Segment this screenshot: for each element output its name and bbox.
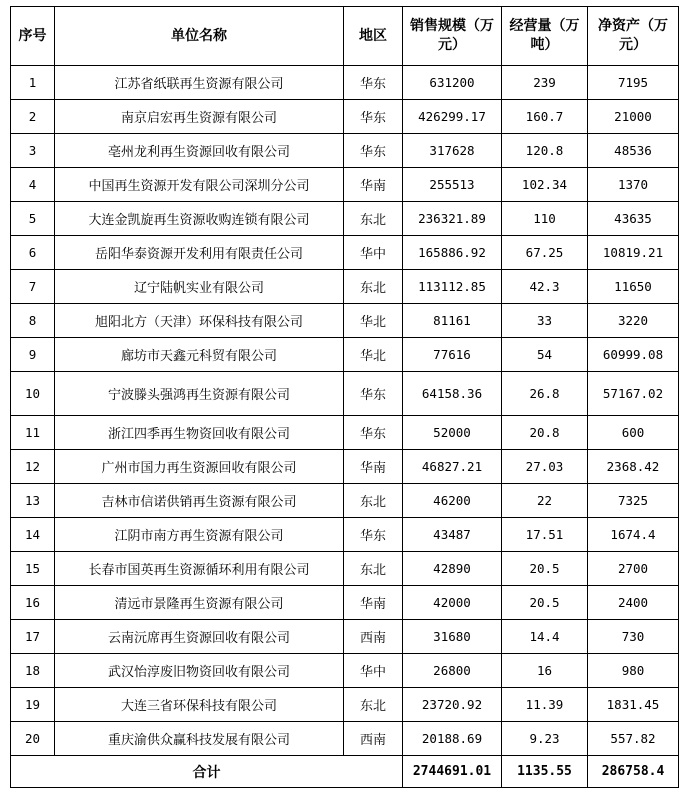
- row-region: 华东: [344, 66, 403, 100]
- row-region: 西南: [344, 620, 403, 654]
- row-assets: 7195: [588, 66, 679, 100]
- row-sales: 52000: [403, 416, 502, 450]
- row-sales: 113112.85: [403, 270, 502, 304]
- row-assets: 557.82: [588, 722, 679, 756]
- row-assets: 48536: [588, 134, 679, 168]
- row-company-name: 大连金凯旋再生资源收购连锁有限公司: [55, 202, 344, 236]
- row-region: 华南: [344, 450, 403, 484]
- row-company-name: 江阴市南方再生资源有限公司: [55, 518, 344, 552]
- header-assets: 净资产（万元）: [588, 7, 679, 66]
- row-seq: 14: [11, 518, 55, 552]
- row-volume: 160.7: [502, 100, 588, 134]
- table-row: [11, 586, 679, 620]
- table-row: [11, 552, 679, 586]
- header-seq: 序号: [11, 7, 55, 66]
- total-volume: 1135.55: [502, 756, 588, 788]
- row-assets: 600: [588, 416, 679, 450]
- row-volume: 11.39: [502, 688, 588, 722]
- row-company-name: 宁波滕头强鸿再生资源有限公司: [55, 372, 344, 416]
- row-company-name: 大连三省环保科技有限公司: [55, 688, 344, 722]
- header-volume: 经营量（万吨）: [502, 7, 588, 66]
- row-seq: 1: [11, 66, 55, 100]
- row-seq: 10: [11, 372, 55, 416]
- row-sales: 23720.92: [403, 688, 502, 722]
- row-region: 西南: [344, 722, 403, 756]
- header-name: 单位名称: [55, 7, 344, 66]
- row-seq: 2: [11, 100, 55, 134]
- table-row: [11, 722, 679, 756]
- row-sales: 42890: [403, 552, 502, 586]
- row-seq: 4: [11, 168, 55, 202]
- row-seq: 18: [11, 654, 55, 688]
- row-volume: 20.5: [502, 552, 588, 586]
- row-seq: 17: [11, 620, 55, 654]
- row-region: 东北: [344, 202, 403, 236]
- table-row: [11, 66, 679, 100]
- row-assets: 2368.42: [588, 450, 679, 484]
- row-region: 东北: [344, 552, 403, 586]
- row-company-name: 长春市国英再生资源循环利用有限公司: [55, 552, 344, 586]
- row-seq: 7: [11, 270, 55, 304]
- row-volume: 27.03: [502, 450, 588, 484]
- row-sales: 46827.21: [403, 450, 502, 484]
- row-company-name: 云南沅席再生资源回收有限公司: [55, 620, 344, 654]
- table-row: [11, 236, 679, 270]
- total-label: 合计: [11, 756, 403, 788]
- row-region: 东北: [344, 688, 403, 722]
- row-region: 华东: [344, 518, 403, 552]
- row-region: 东北: [344, 484, 403, 518]
- row-sales: 77616: [403, 338, 502, 372]
- row-region: 华东: [344, 416, 403, 450]
- row-seq: 6: [11, 236, 55, 270]
- header-sales: 销售规模（万元）: [403, 7, 502, 66]
- total-assets: 286758.4: [588, 756, 679, 788]
- table-row: [11, 168, 679, 202]
- row-volume: 14.4: [502, 620, 588, 654]
- row-sales: 20188.69: [403, 722, 502, 756]
- row-company-name: 旭阳北方（天津）环保科技有限公司: [55, 304, 344, 338]
- table-row: [11, 620, 679, 654]
- table-row: [11, 654, 679, 688]
- row-volume: 20.8: [502, 416, 588, 450]
- row-company-name: 江苏省纸联再生资源有限公司: [55, 66, 344, 100]
- row-seq: 20: [11, 722, 55, 756]
- row-sales: 236321.89: [403, 202, 502, 236]
- row-sales: 631200: [403, 66, 502, 100]
- row-seq: 13: [11, 484, 55, 518]
- row-sales: 165886.92: [403, 236, 502, 270]
- row-volume: 9.23: [502, 722, 588, 756]
- row-sales: 426299.17: [403, 100, 502, 134]
- table-row: [11, 688, 679, 722]
- row-assets: 3220: [588, 304, 679, 338]
- row-assets: 1370: [588, 168, 679, 202]
- row-assets: 43635: [588, 202, 679, 236]
- row-region: 华东: [344, 134, 403, 168]
- row-seq: 19: [11, 688, 55, 722]
- table-row: [11, 450, 679, 484]
- total-sales: 2744691.01: [403, 756, 502, 788]
- row-region: 东北: [344, 270, 403, 304]
- row-company-name: 亳州龙利再生资源回收有限公司: [55, 134, 344, 168]
- row-seq: 3: [11, 134, 55, 168]
- row-volume: 239: [502, 66, 588, 100]
- row-assets: 730: [588, 620, 679, 654]
- row-sales: 42000: [403, 586, 502, 620]
- row-assets: 2700: [588, 552, 679, 586]
- table-row: [11, 518, 679, 552]
- row-assets: 1831.45: [588, 688, 679, 722]
- row-company-name: 武汉怡淳废旧物资回收有限公司: [55, 654, 344, 688]
- row-region: 华中: [344, 236, 403, 270]
- table-row: [11, 416, 679, 450]
- table-row: [11, 372, 679, 416]
- row-sales: 64158.36: [403, 372, 502, 416]
- row-seq: 11: [11, 416, 55, 450]
- row-volume: 42.3: [502, 270, 588, 304]
- row-assets: 10819.21: [588, 236, 679, 270]
- row-sales: 46200: [403, 484, 502, 518]
- row-sales: 255513: [403, 168, 502, 202]
- table-row: [11, 304, 679, 338]
- row-volume: 33: [502, 304, 588, 338]
- row-region: 华东: [344, 100, 403, 134]
- table-row: [11, 202, 679, 236]
- row-sales: 317628: [403, 134, 502, 168]
- row-assets: 57167.02: [588, 372, 679, 416]
- row-assets: 21000: [588, 100, 679, 134]
- row-seq: 15: [11, 552, 55, 586]
- row-region: 华南: [344, 586, 403, 620]
- row-company-name: 浙江四季再生物资回收有限公司: [55, 416, 344, 450]
- row-region: 华北: [344, 338, 403, 372]
- total-row: [11, 756, 679, 788]
- row-volume: 26.8: [502, 372, 588, 416]
- row-sales: 31680: [403, 620, 502, 654]
- table-row: [11, 134, 679, 168]
- row-seq: 12: [11, 450, 55, 484]
- row-company-name: 中国再生资源开发有限公司深圳分公司: [55, 168, 344, 202]
- ranking-table: [10, 6, 679, 788]
- row-assets: 11650: [588, 270, 679, 304]
- row-company-name: 南京启宏再生资源有限公司: [55, 100, 344, 134]
- row-volume: 20.5: [502, 586, 588, 620]
- row-company-name: 广州市国力再生资源回收有限公司: [55, 450, 344, 484]
- row-company-name: 廊坊市天鑫元科贸有限公司: [55, 338, 344, 372]
- table-body: [11, 66, 679, 756]
- row-region: 华中: [344, 654, 403, 688]
- table-row: [11, 484, 679, 518]
- row-seq: 9: [11, 338, 55, 372]
- row-assets: 7325: [588, 484, 679, 518]
- row-sales: 43487: [403, 518, 502, 552]
- row-sales: 26800: [403, 654, 502, 688]
- row-assets: 1674.4: [588, 518, 679, 552]
- row-assets: 980: [588, 654, 679, 688]
- row-seq: 16: [11, 586, 55, 620]
- row-company-name: 清远市景隆再生资源有限公司: [55, 586, 344, 620]
- table-header-row: [11, 7, 679, 66]
- row-volume: 22: [502, 484, 588, 518]
- row-seq: 8: [11, 304, 55, 338]
- table-row: [11, 338, 679, 372]
- row-region: 华东: [344, 372, 403, 416]
- header-region: 地区: [344, 7, 403, 66]
- row-volume: 120.8: [502, 134, 588, 168]
- row-volume: 16: [502, 654, 588, 688]
- row-volume: 110: [502, 202, 588, 236]
- row-volume: 102.34: [502, 168, 588, 202]
- row-company-name: 辽宁陆帆实业有限公司: [55, 270, 344, 304]
- row-company-name: 吉林市信诺供销再生资源有限公司: [55, 484, 344, 518]
- row-volume: 17.51: [502, 518, 588, 552]
- row-company-name: 岳阳华泰资源开发利用有限责任公司: [55, 236, 344, 270]
- row-company-name: 重庆渝供众赢科技发展有限公司: [55, 722, 344, 756]
- row-volume: 67.25: [502, 236, 588, 270]
- row-volume: 54: [502, 338, 588, 372]
- table-row: [11, 100, 679, 134]
- row-assets: 2400: [588, 586, 679, 620]
- row-assets: 60999.08: [588, 338, 679, 372]
- row-sales: 81161: [403, 304, 502, 338]
- row-region: 华北: [344, 304, 403, 338]
- row-region: 华南: [344, 168, 403, 202]
- row-seq: 5: [11, 202, 55, 236]
- table-row: [11, 270, 679, 304]
